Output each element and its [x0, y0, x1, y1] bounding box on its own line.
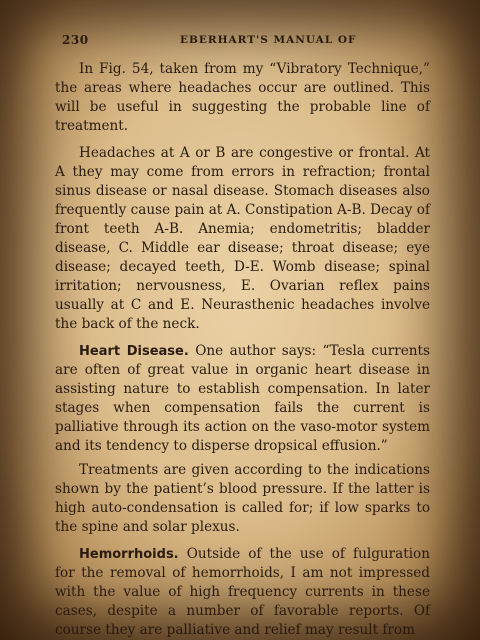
running-head: EBERHART'S MANUAL OF — [180, 34, 357, 46]
paragraph-headache-figure: In Fig. 54, taken from my “Vibratory Technique,” the areas where headaches occur are outlined. This will be useful in suggesting the probable line of treatment. — [55, 61, 430, 134]
page-header — [62, 33, 444, 51]
page-number: 230 — [62, 33, 89, 47]
hemorrhoids-heading: Hemorrhoids. — [79, 547, 179, 562]
paragraph-blood-pressure: Treatments are given according to the indications shown by the patient’s blood pressure. If the latter is high auto-condensation is called for; if low sparks to the spine and solar plexus. — [55, 462, 430, 535]
paragraph-headache-locations: Headaches at A or B are congestive or frontal. At A they may come from errors in refraction; frontal sinus disease or nasal disease. Stomach diseases also frequently cause pain at A. Constipation A-B. Decay of front teeth A-B. Anemia; endometritis; bladder disease, C. Middle ear disease; throat disease; eye disease; decayed teeth, D-E. Womb disease; spinal irritation; nervousness, E. Ovarian reflex pains usually at C and E. Neurasthenic headaches involve the back of the neck. — [55, 145, 430, 332]
paragraph-hemorrhoids — [55, 545, 430, 640]
heart-disease-text: One author says: “Tesla currents are often of great value in organic heart disease in assisting nature to establish compensation. In later stages when compensation fails the current is palliative through its action on the vaso-motor system and its tendency to disperse dropsical effusion.” — [55, 343, 430, 454]
hemorrhoids-text: Outside of the use of fulguration for the removal of hemorrhoids, I am not impressed with the value of high frequency currents in these cases, despite a number of favorable reports. Of course they are palliative and relief may result from — [55, 546, 430, 638]
body-text — [55, 60, 430, 640]
heart-disease-heading: Heart Disease. — [79, 344, 189, 359]
paragraph-heart-disease — [55, 342, 430, 456]
